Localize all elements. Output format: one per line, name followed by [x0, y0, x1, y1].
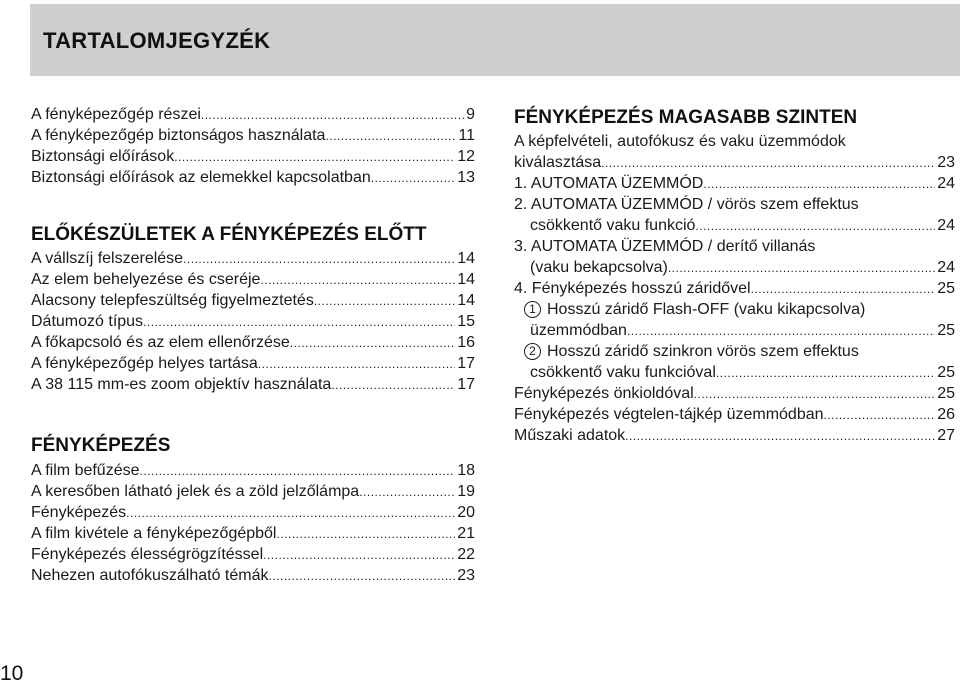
- toc-entry-label: A film kivétele a fényképezőgépből: [31, 525, 277, 542]
- toc-entry[interactable]: [31, 167, 475, 188]
- toc-leader-dots: [268, 566, 455, 587]
- toc-entry-page: 24: [937, 217, 955, 234]
- toc-leader-dots: [263, 545, 455, 566]
- toc-leader-dots: [824, 405, 936, 426]
- toc-section-photography: [31, 435, 475, 586]
- toc-entry[interactable]: [31, 523, 475, 544]
- toc-entry-label: Biztonsági előírások: [31, 148, 175, 165]
- toc-section-preparation: [31, 224, 475, 395]
- toc-entry[interactable]: [31, 481, 475, 502]
- toc-entry-label: üzemmódban: [530, 322, 627, 339]
- toc-leader-dots: [325, 126, 456, 147]
- toc-entry-page: 12: [457, 148, 475, 165]
- toc-entry[interactable]: [31, 353, 475, 374]
- toc-section-intro: [31, 104, 475, 188]
- toc-entry-page: 11: [458, 127, 475, 144]
- toc-entry[interactable]: [31, 104, 475, 125]
- toc-entry-page: 9: [466, 106, 475, 123]
- toc-leader-dots: [625, 426, 935, 447]
- toc-leader-dots: [126, 503, 455, 524]
- toc-entry-label: Biztonsági előírások az elemekkel kapcsolatban: [31, 169, 371, 186]
- toc-entry-page: 20: [457, 504, 475, 521]
- toc-entry-page: 17: [457, 376, 475, 393]
- toc-entry[interactable]: [31, 146, 475, 167]
- toc-left-column: [31, 104, 475, 586]
- toc-leader-dots: [314, 291, 455, 312]
- toc-entry[interactable]: [31, 374, 475, 395]
- toc-entry-label: A fényképezőgép helyes tartása: [31, 355, 258, 372]
- toc-entry-label: A film befűzése: [31, 462, 140, 479]
- toc-entry-page: 25: [937, 280, 955, 297]
- toc-entry-page: 21: [457, 525, 475, 542]
- toc-entry-label: kiválasztása: [514, 154, 602, 171]
- toc-entry[interactable]: [31, 125, 475, 146]
- toc-leader-dots: [183, 249, 455, 270]
- toc-entry-page: 19: [457, 483, 475, 500]
- toc-entry[interactable]: [31, 332, 475, 353]
- toc-entry[interactable]: [31, 544, 475, 565]
- toc-entry-text-line: Hosszú záridő Flash-OFF (vaku kikapcsolva): [547, 301, 866, 318]
- toc-entry-page: 22: [457, 546, 475, 563]
- toc-entry-label: Dátumozó típus: [31, 313, 144, 330]
- toc-leader-dots: [331, 375, 455, 396]
- toc-entry[interactable]: [514, 404, 955, 425]
- page-number: 10: [0, 662, 24, 685]
- toc-entry[interactable]: [514, 383, 955, 404]
- toc-entry-page: 25: [937, 385, 955, 402]
- toc-entry-page: 25: [937, 364, 955, 381]
- toc-entry-page: 24: [937, 175, 955, 192]
- toc-entry-label: A 38 115 mm-es zoom objektív használata: [31, 376, 332, 393]
- toc-entry-page: 26: [937, 406, 955, 423]
- toc-entry-text: 3. AUTOMATA ÜZEMMÓD / derítő villanás: [514, 238, 816, 255]
- toc-entry[interactable]: [31, 502, 475, 523]
- toc-entry[interactable]: [514, 152, 955, 173]
- toc-leader-dots: [627, 321, 935, 342]
- toc-entry-label: A fényképezőgép biztonságos használata: [31, 127, 326, 144]
- toc-entry-page: 14: [457, 292, 475, 309]
- toc-entry-label: csökkentő vaku funkció: [530, 217, 696, 234]
- toc-entry-label: A keresőben látható jelek és a zöld jelzőlámpa: [31, 483, 360, 500]
- toc-entry[interactable]: [31, 269, 475, 290]
- section-heading: FÉNYKÉPEZÉS MAGASABB SZINTEN: [514, 107, 858, 128]
- toc-entry-text: [514, 341, 955, 362]
- toc-entry-label: A vállszíj felszerelése: [31, 250, 184, 267]
- toc-entry-label: Fényképezés önkioldóval: [514, 385, 694, 402]
- toc-entry-label: Nehezen autofókuszálható témák: [31, 567, 269, 584]
- toc-entry-label: (vaku bekapcsolva): [530, 259, 668, 276]
- toc-entry[interactable]: [514, 215, 955, 236]
- toc-leader-dots: [260, 270, 455, 291]
- toc-entry-page: 27: [937, 427, 955, 444]
- toc-entry-page: 17: [457, 355, 475, 372]
- section-heading: FÉNYKÉPEZÉS: [31, 435, 171, 456]
- toc-entry-label: Az elem behelyezése és cseréje: [31, 271, 261, 288]
- toc-entry-page: 15: [457, 313, 475, 330]
- toc-entry-page: 23: [457, 567, 475, 584]
- toc-entry-page: 18: [457, 462, 475, 479]
- page-title: TARTALOMJEGYZÉK: [43, 28, 271, 53]
- toc-leader-dots: [694, 384, 936, 405]
- toc-entry[interactable]: [514, 173, 955, 194]
- toc-entry[interactable]: [514, 320, 955, 341]
- toc-leader-dots: [290, 333, 455, 354]
- toc-right-column: [514, 107, 955, 446]
- toc-entry-label: 4. Fényképezés hosszú záridővel: [514, 280, 751, 297]
- title-bar: [30, 4, 960, 76]
- toc-entry[interactable]: [514, 425, 955, 446]
- circled-number-one-icon: 1: [524, 301, 541, 318]
- toc-leader-dots: [751, 279, 936, 300]
- toc-leader-dots: [716, 363, 935, 384]
- toc-entry-label: 1. AUTOMATA ÜZEMMÓD: [514, 175, 704, 192]
- toc-leader-dots: [143, 312, 455, 333]
- toc-entry[interactable]: [31, 311, 475, 332]
- toc-entry-page: 14: [457, 250, 475, 267]
- toc-entry-label: Fényképezés: [31, 504, 127, 521]
- toc-entry-page: 25: [937, 322, 955, 339]
- toc-entry-text: [514, 299, 955, 320]
- toc-entry[interactable]: [514, 257, 955, 278]
- toc-entry-text-line: Hosszú záridő szinkron vörös szem effektus: [547, 343, 859, 360]
- toc-leader-dots: [703, 174, 935, 195]
- toc-entry-label: Fényképezés élességrögzítéssel: [31, 546, 264, 563]
- toc-entry[interactable]: [31, 460, 475, 481]
- toc-entry-page: 23: [937, 154, 955, 171]
- toc-entry-label: Műszaki adatok: [514, 427, 626, 444]
- toc-entry-page: 14: [457, 271, 475, 288]
- toc-entry-label: A fényképezőgép részei: [31, 106, 201, 123]
- toc-entry[interactable]: [31, 565, 475, 586]
- toc-entry-label: csökkentő vaku funkcióval: [530, 364, 716, 381]
- toc-entry-text: 2. AUTOMATA ÜZEMMÓD / vörös szem effektus: [514, 196, 859, 213]
- toc-entry[interactable]: [514, 278, 955, 299]
- toc-leader-dots: [201, 105, 464, 126]
- toc-entry-text: A képfelvételi, autofókusz és vaku üzemmódok: [514, 133, 846, 150]
- toc-entry-page: 24: [937, 259, 955, 276]
- toc-entry[interactable]: [514, 362, 955, 383]
- toc-entry[interactable]: [31, 290, 475, 311]
- toc-leader-dots: [258, 354, 455, 375]
- toc-leader-dots: [668, 258, 935, 279]
- toc-leader-dots: [174, 147, 455, 168]
- toc-entry[interactable]: [31, 248, 475, 269]
- toc-entry-label: Alacsony telepfeszültség figyelmeztetés: [31, 292, 314, 309]
- toc-leader-dots: [276, 524, 455, 545]
- toc-leader-dots: [695, 216, 935, 237]
- toc-entry-page: 16: [457, 334, 475, 351]
- toc-leader-dots: [371, 168, 455, 189]
- section-heading: ELŐKÉSZÜLETEK A FÉNYKÉPEZÉS ELŐTT: [31, 224, 427, 245]
- toc-leader-dots: [601, 153, 935, 174]
- toc-entry-page: 13: [457, 169, 475, 186]
- toc-entry-label: A főkapcsoló és az elem ellenőrzése: [31, 334, 290, 351]
- toc-entry-label: Fényképezés végtelen-tájkép üzemmódban: [514, 406, 824, 423]
- toc-leader-dots: [359, 482, 455, 503]
- toc-leader-dots: [140, 461, 456, 482]
- circled-number-two-icon: 2: [524, 343, 541, 360]
